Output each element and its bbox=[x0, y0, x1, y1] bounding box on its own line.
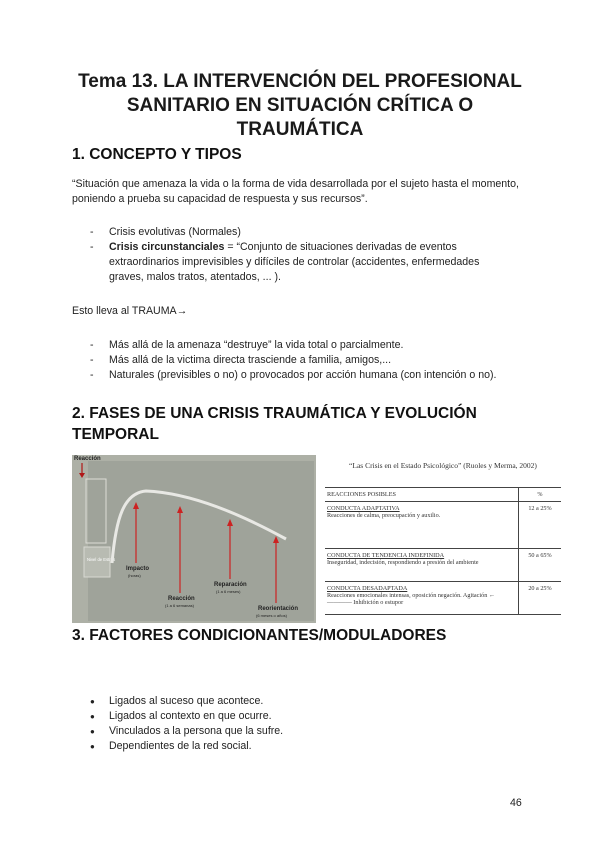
phase-sub-reaction: (1 a 6 semanas) bbox=[165, 603, 194, 608]
table-cell: 20 a 25% bbox=[519, 582, 562, 615]
table-row bbox=[325, 549, 561, 582]
crisis-curve bbox=[112, 491, 286, 563]
reaction-title: CONDUCTA DESADAPTADA bbox=[327, 585, 408, 592]
table-cell bbox=[325, 582, 519, 615]
list-item: - Más allá de la amenaza “destruye” la vida total o parcialmente. bbox=[90, 338, 530, 353]
table-cell bbox=[325, 549, 519, 582]
reaction-title: CONDUCTA ADAPTATIVA bbox=[327, 505, 400, 512]
crisis-type-label: Crisis circunstanciales bbox=[109, 241, 225, 253]
reaction-desc: Inseguridad, indecisión, respondiendo a presión del ambiente bbox=[327, 559, 479, 566]
section-2-heading: 2. FASES DE UNA CRISIS TRAUMÁTICA Y EVOLUCIÓN TEMPORAL bbox=[72, 405, 477, 443]
list-item: ● Ligados al suceso que acontece. bbox=[90, 694, 510, 709]
phase-label-impact: Impacto bbox=[126, 566, 150, 572]
crisis-reactions-table bbox=[325, 487, 561, 615]
phase-sub-impact: (horas) bbox=[128, 573, 141, 578]
phase-sub-reorientation: (6 meses o años) bbox=[256, 613, 287, 618]
list-item: ● Ligados al contexto en que ocurre. bbox=[90, 709, 510, 724]
stress-box-label: Nivel de Estrés bbox=[87, 557, 116, 562]
reaction-arrow-head bbox=[177, 506, 183, 513]
trauma-list bbox=[90, 338, 530, 383]
phases-diagram bbox=[72, 455, 316, 623]
trauma-intro: Esto lleva al TRAUMA→ bbox=[72, 305, 188, 317]
section-1-heading: 1. CONCEPTO Y TIPOS bbox=[72, 146, 242, 163]
list-item bbox=[90, 225, 510, 240]
list-item: ● Vinculados a la persona que la sufre. bbox=[90, 724, 510, 739]
reaction-desc: Reacciones emocionales intensas, oposición negación. Agitación ←———— Inhibición o estupor bbox=[327, 592, 496, 606]
page-title: Tema 13. LA INTERVENCIÓN DEL PROFESIONAL SANITARIO EN SITUACIÓN CRÍTICA O TRAUMÁTICA bbox=[78, 71, 522, 140]
section-3-heading: 3. FACTORES CONDICIONANTES/MODULADORES bbox=[72, 627, 447, 644]
table-cell bbox=[325, 502, 519, 549]
list-item: - Naturales (previsibles o no) o provocados por acción humana (con intención o no). bbox=[90, 368, 530, 383]
table-row bbox=[325, 582, 561, 615]
phase-label-reorientation: Reorientación bbox=[258, 606, 299, 612]
table-header-cell: REACCIONES POSIBLES bbox=[325, 488, 519, 502]
reaction-desc: Reacciones de calma, preocupación y auxilio. bbox=[327, 512, 441, 519]
table-header-cell: % bbox=[519, 488, 562, 502]
list-item: - Más allá de la victima directa trasciende a familia, amigos,... bbox=[90, 353, 530, 368]
table-cell: 50 a 65% bbox=[519, 549, 562, 582]
page-number: 46 bbox=[510, 797, 522, 809]
impact-arrow-head bbox=[133, 502, 139, 509]
crisis-types-list bbox=[90, 225, 510, 285]
list-item bbox=[90, 240, 510, 285]
reaction-top-label: Reacción bbox=[74, 456, 101, 462]
crisis-type-label: Crisis evolutivas (Normales) bbox=[109, 226, 241, 238]
axis-box bbox=[86, 479, 106, 543]
top-arrow-head bbox=[79, 473, 85, 478]
factors-list bbox=[90, 694, 510, 754]
crisis-type-text: = “Conjunto de situaciones derivadas de eventos extraordinarios imprevisibles y difíciles de controlar (accidentes, enfermedades graves, malos tratos, atentados, ... ). bbox=[109, 241, 480, 283]
table-cell: 12 a 25% bbox=[519, 502, 562, 549]
reaction-title: CONDUCTA DE TENDENCIA INDEFINIDA bbox=[327, 552, 445, 559]
table-caption: “Las Crisis en el Estado Psicológico” (Ruoles y Merma, 2002) bbox=[349, 461, 537, 470]
repair-arrow-head bbox=[227, 519, 233, 526]
table-header-row bbox=[325, 488, 561, 502]
crisis-definition: “Situación que amenaza la vida o la forma de vida desarrollada por el sujeto hasta el momento, poniendo a prueba su capacidad de respuesta y sus recursos”. bbox=[72, 178, 519, 205]
crisis-phases-figure bbox=[72, 455, 316, 623]
reorientation-arrow-head bbox=[273, 536, 279, 543]
phase-label-reaction: Reacción bbox=[168, 596, 195, 602]
stress-box bbox=[84, 547, 110, 577]
list-item: ● Dependientes de la red social. bbox=[90, 739, 510, 754]
phase-sub-repair: (1 a 6 meses) bbox=[216, 589, 241, 594]
table-row bbox=[325, 502, 561, 549]
phase-label-repair: Reparación bbox=[214, 582, 247, 588]
